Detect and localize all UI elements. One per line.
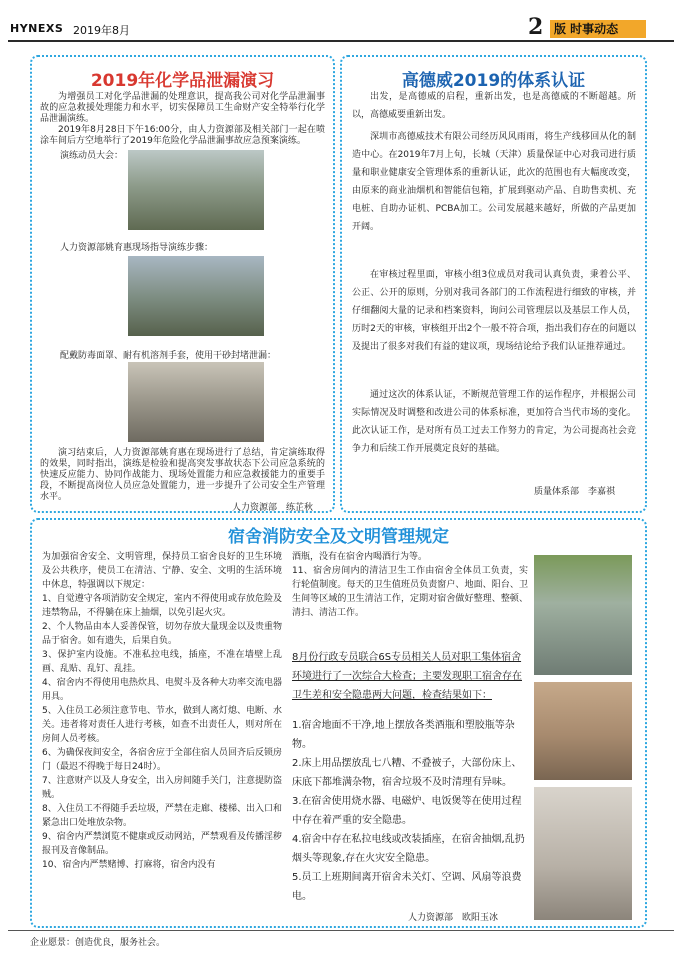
dorm-photo-fan [534,787,632,920]
dorm-inspection-intro [292,648,528,705]
footer-rule [8,930,674,931]
cert-para-2: 深圳市高德威技术有限公司经历风风雨雨，将生产线移回从化的制造中心。在2019年7月上旬，长城（天津）质量保证中心对我司进行质量和职业健康安全管理体系的重新认证，此次的范围也有大幅度改变，由原来的商业油烟机和智能信包箱，扩展到驱动产品、自助售卖机、充电桩、自助办证机、PCBA加工。公司发展越来越好，所做的产品更加开阔。 [352,132,636,232]
certification-title: 高德威2019的体系认证 [401,71,586,91]
footer-vision: 企业愿景：创造优良，服务社会。 [30,938,166,948]
page-number: 2 [528,14,544,40]
drill-caption-2: 人力资源部姚育惠现场指导演练步骤： [60,243,214,253]
drill-photo-guidance [128,256,264,336]
cert-para-4: 通过这次的体系认证，不断规范管理工作的运作程序，并根据公司实际情况及时调整和改进公司的体系标准，更加符合当代市场的变化。此次认证工作，是对所有员工过去工作努力的肯定，为公司提高社会竞争力和后续工作开展奠定良好的基础。 [352,390,636,454]
dorm-title: 宿舍消防安全及文明管理规定 [228,527,449,547]
dorm-inspection-items: 1.宿舍地面不干净,地上摆放各类酒瓶和塑胶瓶等杂物。 2.床上用品摆放乱七八糟、不叠被子，大部份床上、床底下都堆满杂物，宿舍垃圾不及时清理有异味。 3.在宿舍使用烧水器、电磁炉、电饭煲等在使用过程中存在着严重的安全隐患。 4.宿舍中存在私拉电线或改装插座，在宿舍抽烟,乱扔烟头等现象,存在火灾安全隐患。 5.员工上班期间离开宿舍未关灯、空调、风扇等浪费电。 [292,720,525,902]
dorm-photo-clutter [534,682,632,780]
company-logo: HYNEXS [10,22,64,35]
dorm-rules-mid: 酒瓶，没有在宿舍内喝酒行为等。 11、宿舍房间内的清洁卫生工作由宿舍全体员工负责，实行轮值制度。每天的卫生值班员负责窗户、地面、阳台、卫生间等区域的卫生清洁工作，定期对宿舍做好整理、整顿、清扫、清洁工作。 [292,552,528,618]
dorm-photo-room [534,555,632,675]
cert-para-1: 出发，是高德威的启程，重新出发，也是高德威的不断超越。所以，高德威要重新出发。 [352,92,636,120]
drill-intro: 为增强员工对化学品泄漏的处理意识，提高我公司对化学品泄漏事故的应急救援处理能力和水平，切实保障员工生命财产安全特举行化学品泄漏演练。 [40,92,325,124]
cert-para-3: 在审核过程里面，审核小组3位成员对我司认真负责，秉着公平、公正、公开的原则，分别对我司各部门的工作流程进行细致的审核，并仔细翻阅大量的记录和档案资料，询问公司管理层以及基层工作人员，历时2天的审核，审核组开出2个一般不符合项，指出我们存在的问题以及提出了很多对我们有益的建议项，现场结论给予我们认证推荐通过。 [352,270,636,352]
header-rule [8,40,674,42]
drill-summary: 演习结束后，人力资源部姚育惠在现场进行了总结，肯定演练取得的效果，同时指出，演练是检验和提高突发事故状态下公司应急系统的快速反应能力、协同作战能力、现场处置能力和应急救援能力的重要手段，不断提高岗位人员应急处置能力，进一步提升了公司安全生产管理水平。 [40,448,325,502]
drill-title: 2019年化学品泄漏演习 [90,71,275,91]
inspection-intro-text: 8月份行政专员联合6S专员相关人员对职工集体宿舍环境进行了一次综合大检查；主要发现职工宿舍存在卫生差和安全隐患两大问题，检查结果如下： [292,652,522,701]
drill-photo-mobilization [128,150,264,230]
issue-date: 2019年8月 [73,24,130,37]
page-section-banner: 版 时事动态 [550,20,646,38]
dorm-rules-left: 为加强宿舍安全、文明管理，保持员工宿舍良好的卫生环境及公共秩序，使员工在清洁、宁静、安全、文明的生活环境中休息，特强调以下规定： 1、自觉遵守各项消防安全规定，室内不得使用或存放危险及违禁物品，不得躺在床上抽烟，以免引起火灾。 2、个人物品由本人妥善保管，切勿存放大量现金以及贵重物品于宿舍。如有遗失，后果自负。 3、保护室内设施。不准私拉电线，插座，不准在墙壁上乱画、乱贴、乱钉、乱挂。 4、宿舍内不得使用电热炊具、电熨斗及各种大功率交流电器用具。 5、入住员工必须注意节电、节水，做到人离灯熄、电断、水关。违者将对责任人进行考核，如查不出责任人，则对所在房间人员考核。 6、为确保夜间安全，各宿舍应于全部住宿人员回齐后反锁房门（最迟不得晚于每日24时）。 7、注意财产以及人身安全，出入房间随手关门，注意提防盗贼。 8、入住员工不得随手丢垃圾，严禁在走廊、楼梯、出入口和紧急出口处堆放杂物。 9、宿舍内严禁浏览不健康或反动网站，严禁观看及传播淫秽报刊及音像制品。 10、宿舍内严禁赌博、打麻将，宿舍内没有 [42,552,282,870]
cert-signature: 质量体系部 李嘉祺 [534,487,616,497]
dorm-signature: 人力资源部 欧阳玉冰 [408,913,499,923]
drill-caption-1: 演练动员大会： [60,151,124,161]
drill-date-para: 2019年8月28日下午16:00分，由人力资源部及相关部门一起在喷涂车间后方空地举行了2019年危险化学品泄漏事故应急预案演练。 [40,125,325,146]
drill-caption-3: 配戴防毒面罩、耐有机溶剂手套，使用干砂封堵泄漏： [60,351,277,361]
drill-photo-sand-blocking [128,362,264,442]
drill-signature: 人力资源部 练芷秋 [232,503,314,513]
